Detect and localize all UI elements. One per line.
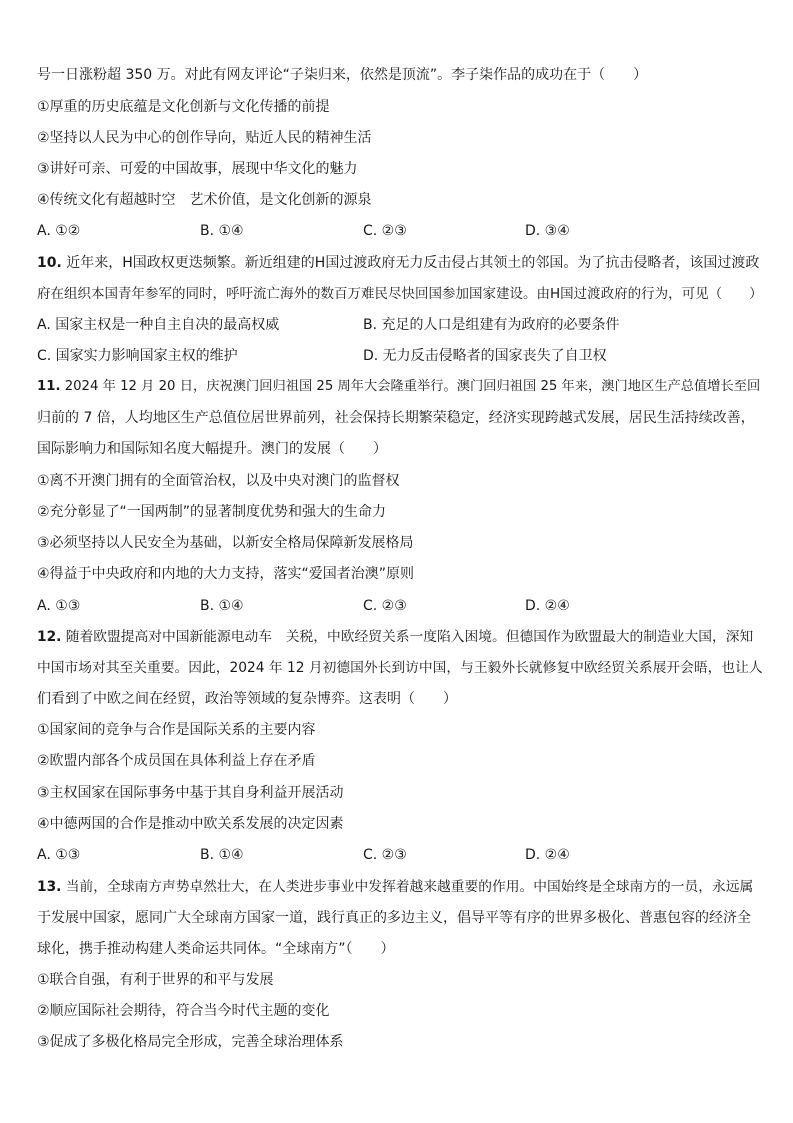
q13-item-2: ②顺应国际社会期待，符合当今时代主题的变化 xyxy=(37,1003,330,1019)
q12-item-2: ②欧盟内部各个成员国在具体利益上存在矛盾 xyxy=(37,753,316,769)
q12-stem-line-3: 们看到了中欧之间在经贸，政治等领域的复杂博弈。这表明（ ） xyxy=(37,691,457,707)
q12-stem-line-2: 中国市场对其至关重要。因此，2024 年 12 月初德国外长到访中国，与王毅外长就修复中欧经贸关系展开会晤，也让人 xyxy=(37,660,763,676)
q10-stem-line-2: 府在组织本国青年参军的同时，呼吁流亡海外的数百万难民尽快回国参加国家建设。由H国过渡政府的行为，可见（ ） xyxy=(37,286,763,302)
q12-option-d[interactable]: D. ②④ xyxy=(525,847,570,863)
q11-stem-line-3: 国际影响力和国际知名度大幅提升。澳门的发展（ ） xyxy=(37,441,387,457)
q12-options xyxy=(37,846,763,864)
q10-option-c[interactable]: C. 国家实力影响国家主权的维护 xyxy=(37,348,238,364)
q10-options-row-2 xyxy=(37,347,763,365)
q10-option-b[interactable]: B. 充足的人口是组建有为政府的必要条件 xyxy=(363,317,620,333)
q9-item-1: ①厚重的历史底蕴是文化创新与文化传播的前提 xyxy=(37,99,330,115)
q11-number: 11. xyxy=(37,379,61,394)
q11-option-c[interactable]: C. ②③ xyxy=(363,598,407,614)
q13-item-3: ③促成了多极化格局完全形成，完善全球治理体系 xyxy=(37,1034,344,1050)
q10-option-d[interactable]: D. 无力反击侵略者的国家丧失了自卫权 xyxy=(363,348,607,364)
q9-option-b[interactable]: B. ①④ xyxy=(200,223,244,239)
q12-stem-line-1: 12. 随着欧盟提高对中国新能源电动车 关税，中欧经贸关系一度陷入困境。但德国作为欧盟最大的制造业大国，深知 xyxy=(37,629,754,645)
q9-item-2: ②坚持以人民为中心的创作导向，贴近人民的精神生活 xyxy=(37,130,372,146)
q12-option-b[interactable]: B. ①④ xyxy=(200,847,244,863)
q13-number: 13. xyxy=(37,879,62,895)
q11-item-2: ②充分彰显了“一国两制”的显著制度优势和强大的生命力 xyxy=(37,504,387,520)
q9-item-4: ④传统文化有超越时空 艺术价值，是文化创新的源泉 xyxy=(37,192,372,208)
q10-stem-line-1: 10. 近年来，H国政权更迭频繁。新近组建的H国过渡政府无力反击侵占其领土的邻国。为了抗击侵略者，该国过渡政 xyxy=(37,255,760,271)
q9-item-3: ③讲好可亲、可爱的中国故事，展现中华文化的魅力 xyxy=(37,161,358,177)
q11-option-d[interactable]: D. ②④ xyxy=(525,598,570,614)
q9-stem-tail: 号一日涨粉超 350 万。对此有网友评论“子柒归来，依然是顶流”。李子柒作品的成功在于（ ） xyxy=(37,67,648,83)
q11-item-4: ④得益于中央政府和内地的大力支持，落实“爱国者治澳”原则 xyxy=(37,566,415,582)
q9-options xyxy=(37,222,763,240)
q10-option-a[interactable]: A. 国家主权是一种自主自决的最高权威 xyxy=(37,317,280,333)
q12-item-3: ③主权国家在国际事务中基于其自身利益开展活动 xyxy=(37,785,344,801)
q9-option-c[interactable]: C. ②③ xyxy=(363,223,407,239)
q13-stem-line-1: 13. 当前，全球南方声势卓然壮大，在人类进步事业中发挥着越来越重要的作用。中国始终是全球南方的一员，永远属 xyxy=(37,879,754,895)
q13-stem-line-2: 于发展中国家，愿同广大全球南方国家一道，践行真正的多边主义，倡导平等有序的世界多极化、普惠包容的经济全 xyxy=(37,910,751,926)
q11-stem-line-2: 归前的 7 倍，人均地区生产总值位居世界前列，社会保持长期繁荣稳定，经济实现跨越式发展，居民生活持续改善， xyxy=(37,410,755,426)
q11-option-a[interactable]: A. ①③ xyxy=(37,598,81,614)
q13-item-1: ①联合自强，有利于世界的和平与发展 xyxy=(37,972,274,988)
q13-stem-line-3: 球化，携手推动构建人类命运共同体。“全球南方”（ ） xyxy=(37,941,395,957)
q11-item-3: ③必须坚持以人民安全为基础，以新安全格局保障新发展格局 xyxy=(37,535,414,551)
q9-option-d[interactable]: D. ③④ xyxy=(525,223,570,239)
q12-number: 12. xyxy=(37,629,62,645)
q9-option-a[interactable]: A. ①② xyxy=(37,223,81,239)
q11-item-1: ①离不开澳门拥有的全面管治权，以及中央对澳门的监督权 xyxy=(37,473,400,489)
q11-stem-line-1: 11. 2024 年 12 月 20 日，庆祝澳门回归祖国 25 周年大会隆重举行。澳门回归祖国 25 年来，澳门地区生产总值增长至回 xyxy=(37,379,761,394)
q12-option-c[interactable]: C. ②③ xyxy=(363,847,407,863)
q11-options xyxy=(37,597,763,615)
q12-item-4: ④中德两国的合作是推动中欧关系发展的决定因素 xyxy=(37,816,344,832)
q12-option-a[interactable]: A. ①③ xyxy=(37,847,81,863)
q10-options-row-1 xyxy=(37,316,763,334)
q12-item-1: ①国家间的竞争与合作是国际关系的主要内容 xyxy=(37,722,316,738)
q11-option-b[interactable]: B. ①④ xyxy=(200,598,244,614)
q10-number: 10. xyxy=(37,255,62,271)
